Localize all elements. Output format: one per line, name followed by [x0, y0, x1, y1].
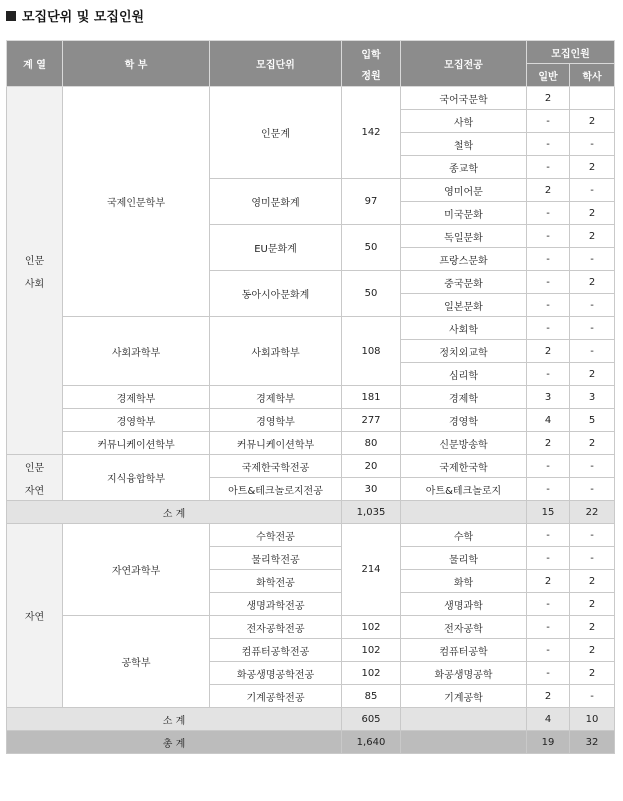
major-cell: 경제학 [401, 386, 527, 409]
quota-cell: 80 [342, 432, 401, 455]
unit-cell: 물리학전공 [210, 547, 342, 570]
quota-cell: 50 [342, 271, 401, 317]
major-cell: 경영학 [401, 409, 527, 432]
general-cell: - [527, 639, 570, 662]
subtotal-blank [401, 708, 527, 731]
total-bachelor: 32 [570, 731, 615, 754]
quota-cell: 277 [342, 409, 401, 432]
general-cell: - [527, 248, 570, 271]
quota-cell: 108 [342, 317, 401, 386]
unit-cell: 전자공학전공 [210, 616, 342, 639]
unit-cell: 컴퓨터공학전공 [210, 639, 342, 662]
major-cell: 독일문화 [401, 225, 527, 248]
header-general: 일반 [527, 64, 570, 87]
general-cell: - [527, 662, 570, 685]
bachelor-cell: - [570, 524, 615, 547]
unit-cell: 커뮤니케이션학부 [210, 432, 342, 455]
subtotal-quota: 605 [342, 708, 401, 731]
general-cell: - [527, 478, 570, 501]
bachelor-cell: - [570, 133, 615, 156]
general-cell: - [527, 616, 570, 639]
unit-cell: 국제한국학전공 [210, 455, 342, 478]
bachelor-cell: - [570, 340, 615, 363]
general-cell: 3 [527, 386, 570, 409]
major-cell: 화학 [401, 570, 527, 593]
header-bachelor: 학사 [570, 64, 615, 87]
general-cell: - [527, 294, 570, 317]
category-line: 자연 [24, 485, 45, 497]
category-line: 인문 [24, 255, 45, 267]
unit-cell: 화공생명공학전공 [210, 662, 342, 685]
bachelor-cell: 2 [570, 570, 615, 593]
division-cell: 경영학부 [63, 409, 210, 432]
general-cell: 4 [527, 409, 570, 432]
general-cell: - [527, 524, 570, 547]
major-cell: 사회학 [401, 317, 527, 340]
division-cell: 지식융합학부 [63, 455, 210, 501]
subtotal-label: 소 계 [7, 501, 342, 524]
major-cell: 생명과학 [401, 593, 527, 616]
general-cell: 2 [527, 87, 570, 110]
bachelor-cell: 2 [570, 110, 615, 133]
category-line: 인문 [24, 462, 45, 474]
bachelor-cell: 2 [570, 432, 615, 455]
bachelor-cell: 2 [570, 363, 615, 386]
general-cell: - [527, 593, 570, 616]
general-cell: - [527, 547, 570, 570]
subtotal-blank [401, 501, 527, 524]
major-cell: 전자공학 [401, 616, 527, 639]
unit-cell: 동아시아문화계 [210, 271, 342, 317]
total-blank [401, 731, 527, 754]
division-cell: 경제학부 [63, 386, 210, 409]
subtotal-general: 15 [527, 501, 570, 524]
total-label: 총 계 [7, 731, 342, 754]
bachelor-cell: 2 [570, 271, 615, 294]
unit-cell: 인문계 [210, 87, 342, 179]
subtotal-quota: 1,035 [342, 501, 401, 524]
major-cell: 프랑스문화 [401, 248, 527, 271]
subtotal-label: 소 계 [7, 708, 342, 731]
major-cell: 화공생명공학 [401, 662, 527, 685]
major-cell: 철학 [401, 133, 527, 156]
header-unit: 모집단위 [210, 41, 342, 87]
major-cell: 국어국문학 [401, 87, 527, 110]
total-general: 19 [527, 731, 570, 754]
square-bullet-icon [6, 11, 16, 21]
bachelor-cell: 3 [570, 386, 615, 409]
major-cell: 중국문화 [401, 271, 527, 294]
major-cell: 정치외교학 [401, 340, 527, 363]
unit-cell: 사회과학부 [210, 317, 342, 386]
bachelor-cell: - [570, 294, 615, 317]
quota-cell: 102 [342, 639, 401, 662]
major-cell: 국제한국학 [401, 455, 527, 478]
bachelor-cell: - [570, 317, 615, 340]
header-quota-line2: 정원 [361, 70, 381, 82]
quota-cell: 142 [342, 87, 401, 179]
division-cell: 공학부 [63, 616, 210, 708]
general-cell: 2 [527, 570, 570, 593]
category-line: 사회 [24, 278, 45, 290]
unit-cell: 생명과학전공 [210, 593, 342, 616]
unit-cell: 영미문화계 [210, 179, 342, 225]
bachelor-cell: - [570, 179, 615, 202]
subtotal-bachelor: 10 [570, 708, 615, 731]
general-cell: 2 [527, 432, 570, 455]
unit-cell: 화학전공 [210, 570, 342, 593]
bachelor-cell: 2 [570, 662, 615, 685]
major-cell: 물리학 [401, 547, 527, 570]
unit-cell: 아트&테크놀로지전공 [210, 478, 342, 501]
section-title [6, 6, 144, 25]
bachelor-cell: - [570, 248, 615, 271]
bachelor-cell: 2 [570, 202, 615, 225]
unit-cell: EU문화계 [210, 225, 342, 271]
quota-cell: 85 [342, 685, 401, 708]
general-cell: - [527, 363, 570, 386]
major-cell: 사학 [401, 110, 527, 133]
admission-quota-table [6, 40, 615, 754]
header-quota [342, 41, 401, 87]
quota-cell: 50 [342, 225, 401, 271]
bachelor-cell [570, 87, 615, 110]
quota-cell: 97 [342, 179, 401, 225]
bachelor-cell: 2 [570, 156, 615, 179]
division-cell: 국제인문학부 [63, 87, 210, 317]
subtotal-general: 4 [527, 708, 570, 731]
bachelor-cell: 2 [570, 225, 615, 248]
general-cell: - [527, 133, 570, 156]
quota-cell: 102 [342, 616, 401, 639]
bachelor-cell: 2 [570, 616, 615, 639]
bachelor-cell: - [570, 547, 615, 570]
general-cell: 2 [527, 179, 570, 202]
general-cell: - [527, 156, 570, 179]
quota-cell: 30 [342, 478, 401, 501]
major-cell: 일본문화 [401, 294, 527, 317]
division-cell: 사회과학부 [63, 317, 210, 386]
major-cell: 기계공학 [401, 685, 527, 708]
unit-cell: 수학전공 [210, 524, 342, 547]
category-cell [7, 455, 63, 501]
category-cell: 자연 [7, 524, 63, 708]
unit-cell: 경제학부 [210, 386, 342, 409]
major-cell: 종교학 [401, 156, 527, 179]
subtotal-bachelor: 22 [570, 501, 615, 524]
general-cell: - [527, 317, 570, 340]
header-quota-line1: 입학 [361, 49, 381, 61]
major-cell: 아트&테크놀로지 [401, 478, 527, 501]
bachelor-cell: 2 [570, 639, 615, 662]
total-quota: 1,640 [342, 731, 401, 754]
major-cell: 컴퓨터공학 [401, 639, 527, 662]
unit-cell: 기계공학전공 [210, 685, 342, 708]
bachelor-cell: - [570, 478, 615, 501]
division-cell: 자연과학부 [63, 524, 210, 616]
unit-cell: 경영학부 [210, 409, 342, 432]
major-cell: 미국문화 [401, 202, 527, 225]
header-major: 모집전공 [401, 41, 527, 87]
general-cell: 2 [527, 685, 570, 708]
quota-cell: 181 [342, 386, 401, 409]
section-title-text: 모집단위 및 모집인원 [22, 10, 145, 25]
bachelor-cell: - [570, 685, 615, 708]
bachelor-cell: - [570, 455, 615, 478]
major-cell: 신문방송학 [401, 432, 527, 455]
category-cell [7, 87, 63, 455]
major-cell: 심리학 [401, 363, 527, 386]
header-category: 계 열 [7, 41, 63, 87]
header-division: 학 부 [63, 41, 210, 87]
bachelor-cell: 5 [570, 409, 615, 432]
general-cell: - [527, 110, 570, 133]
bachelor-cell: 2 [570, 593, 615, 616]
header-recruit: 모집인원 [527, 41, 615, 64]
general-cell: 2 [527, 340, 570, 363]
division-cell: 커뮤니케이션학부 [63, 432, 210, 455]
major-cell: 수학 [401, 524, 527, 547]
general-cell: - [527, 202, 570, 225]
quota-cell: 20 [342, 455, 401, 478]
quota-cell: 214 [342, 524, 401, 616]
general-cell: - [527, 225, 570, 248]
general-cell: - [527, 271, 570, 294]
general-cell: - [527, 455, 570, 478]
quota-cell: 102 [342, 662, 401, 685]
major-cell: 영미어문 [401, 179, 527, 202]
